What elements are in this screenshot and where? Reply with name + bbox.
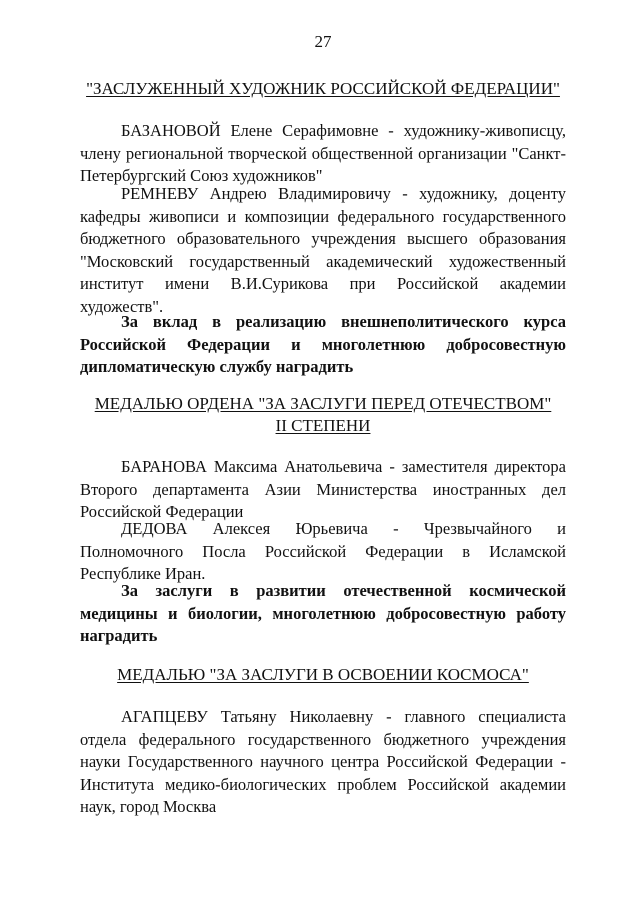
award-statement-space-medicine: За заслуги в развитии отечественной космической медицины и биологии, многолетнюю добросовестную работу наградить bbox=[80, 581, 566, 645]
honorary-title-heading bbox=[80, 78, 566, 100]
recipient-entry-bazanova: БАЗАНОВОЙ Елене Серафимовне - художнику-живописцу, члену региональной творческой общественной организации "Санкт-Петербургский Союз художников" bbox=[80, 121, 566, 185]
page-number: 27 bbox=[314, 32, 332, 51]
medal-heading-space bbox=[80, 664, 566, 686]
award-statement-diplomacy: За вклад в реализацию внешнеполитического курса Российской Федерации и многолетнюю добросовестную дипломатическую службу наградить bbox=[80, 312, 566, 376]
recipient-entry-agaptseva: АГАПЦЕВУ Татьяну Николаевну - главного специалиста отдела федерального государственного бюджетного учреждения науки Государственного научного центра Российской Федерации - Института медико-биологических проблем Российской академии наук, город Москва bbox=[80, 707, 566, 816]
recipient-entry-baranov: БАРАНОВА Максима Анатольевича - заместителя директора Второго департамента Азии Министерства иностранных дел Российской Федерации bbox=[80, 457, 566, 521]
recipient-entry-remnev: РЕМНЕВУ Андрею Владимировичу - художнику, доценту кафедры живописи и композиции федерального государственного бюджетного образовательного учреждения высшего образования "Московский государственный академический художественный институт имени В.И.Сурикова при Российской академии художеств". bbox=[80, 184, 566, 316]
medal-heading-fatherland bbox=[80, 393, 566, 437]
document-page bbox=[80, 0, 566, 905]
recipient-entry-dedov: ДЕДОВА Алексея Юрьевича - Чрезвычайного и Полномочного Посла Российской Федерации в Исламской Республике Иран. bbox=[80, 519, 566, 583]
honorary-title-text: "ЗАСЛУЖЕННЫЙ ХУДОЖНИК РОССИЙСКОЙ ФЕДЕРАЦИИ" bbox=[86, 79, 560, 98]
medal-heading-space-text: МЕДАЛЬЮ "ЗА ЗАСЛУГИ В ОСВОЕНИИ КОСМОСА" bbox=[117, 665, 529, 684]
medal-heading-fatherland-text: МЕДАЛЬЮ ОРДЕНА "ЗА ЗАСЛУГИ ПЕРЕД ОТЕЧЕСТВОМ" II СТЕПЕНИ bbox=[94, 394, 552, 435]
